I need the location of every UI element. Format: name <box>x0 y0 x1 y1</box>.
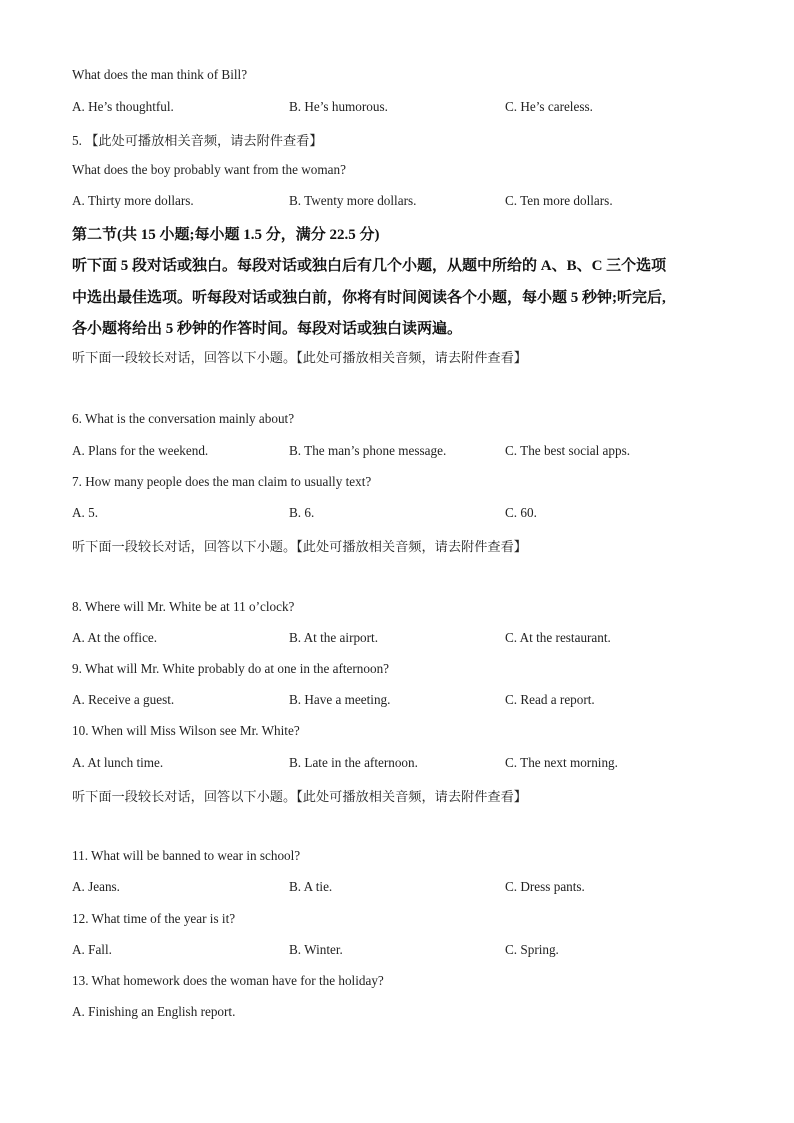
q13-stem: 13. What homework does the woman have for the holiday? <box>72 973 384 988</box>
section2-instruction-2: 中选出最佳选项。听每段对话或独白前，你将有时间阅读各个小题，每小题 5 秒钟;听完后, <box>72 290 666 306</box>
q11-option-c: C. Dress pants. <box>505 879 585 894</box>
q5-option-a: A. Thirty more dollars. <box>72 193 194 208</box>
audio-note-2: 听下面一段较长对话，回答以下小题。【此处可播放相关音频，请去附件查看】 <box>72 539 527 554</box>
q8-stem: 8. Where will Mr. White be at 11 o’clock? <box>72 599 295 614</box>
section2-instruction-3: 各小题将给出 5 秒钟的作答时间。每段对话或独白读两遍。 <box>72 321 463 337</box>
q11-stem: 11. What will be banned to wear in school? <box>72 848 301 863</box>
q4-option-a: A. He’s thoughtful. <box>72 99 174 114</box>
q5-stem: What does the boy probably want from the woman? <box>72 162 346 177</box>
q12-option-a: A. Fall. <box>72 942 112 957</box>
q12-stem: 12. What time of the year is it? <box>72 911 236 926</box>
q4-option-b: B. He’s humorous. <box>289 99 388 114</box>
q7-stem: 7. How many people does the man claim to usually text? <box>72 474 372 489</box>
q10-option-a: A. At lunch time. <box>72 755 164 770</box>
q5-option-c: C. Ten more dollars. <box>505 193 613 208</box>
q10-stem: 10. When will Miss Wilson see Mr. White? <box>72 723 300 738</box>
q6-option-c: C. The best social apps. <box>505 443 631 458</box>
q10-option-c: C. The next morning. <box>505 755 618 770</box>
q7-option-c: C. 60. <box>505 505 537 520</box>
audio-note-1: 听下面一段较长对话，回答以下小题。【此处可播放相关音频，请去附件查看】 <box>72 350 527 365</box>
q6-stem: 6. What is the conversation mainly about? <box>72 411 295 426</box>
q7-option-b: B. 6. <box>289 505 315 520</box>
q12-option-b: B. Winter. <box>289 942 343 957</box>
q5-audio-header: 5. 【此处可播放相关音频，请去附件查看】 <box>72 133 323 148</box>
q8-option-b: B. At the airport. <box>289 630 379 645</box>
q9-option-c: C. Read a report. <box>505 692 595 707</box>
q8-option-a: A. At the office. <box>72 630 158 645</box>
q9-option-a: A. Receive a guest. <box>72 692 175 707</box>
section2-instruction-1: 听下面 5 段对话或独白。每段对话或独白后有几个小题，从题中所给的 A、B、C 三个选项 <box>72 258 667 274</box>
q8-option-c: C. At the restaurant. <box>505 630 611 645</box>
q11-option-b: B. A tie. <box>289 879 333 894</box>
audio-note-3: 听下面一段较长对话，回答以下小题。【此处可播放相关音频，请去附件查看】 <box>72 789 527 804</box>
q9-stem: 9. What will Mr. White probably do at one in the afternoon? <box>72 661 390 676</box>
q12-option-c: C. Spring. <box>505 942 559 957</box>
q9-option-b: B. Have a meeting. <box>289 692 391 707</box>
q5-option-b: B. Twenty more dollars. <box>289 193 417 208</box>
q7-option-a: A. 5. <box>72 505 99 520</box>
q10-option-b: B. Late in the afternoon. <box>289 755 418 770</box>
q4-stem: What does the man think of Bill? <box>72 67 248 82</box>
section2-title: 第二节(共 15 小题;每小题 1.5 分，满分 22.5 分) <box>72 227 380 243</box>
q13-option-a: A. Finishing an English report. <box>72 1004 236 1019</box>
q4-option-c: C. He’s careless. <box>505 99 593 114</box>
q6-option-b: B. The man’s phone message. <box>289 443 447 458</box>
q11-option-a: A. Jeans. <box>72 879 120 894</box>
q6-option-a: A. Plans for the weekend. <box>72 443 209 458</box>
